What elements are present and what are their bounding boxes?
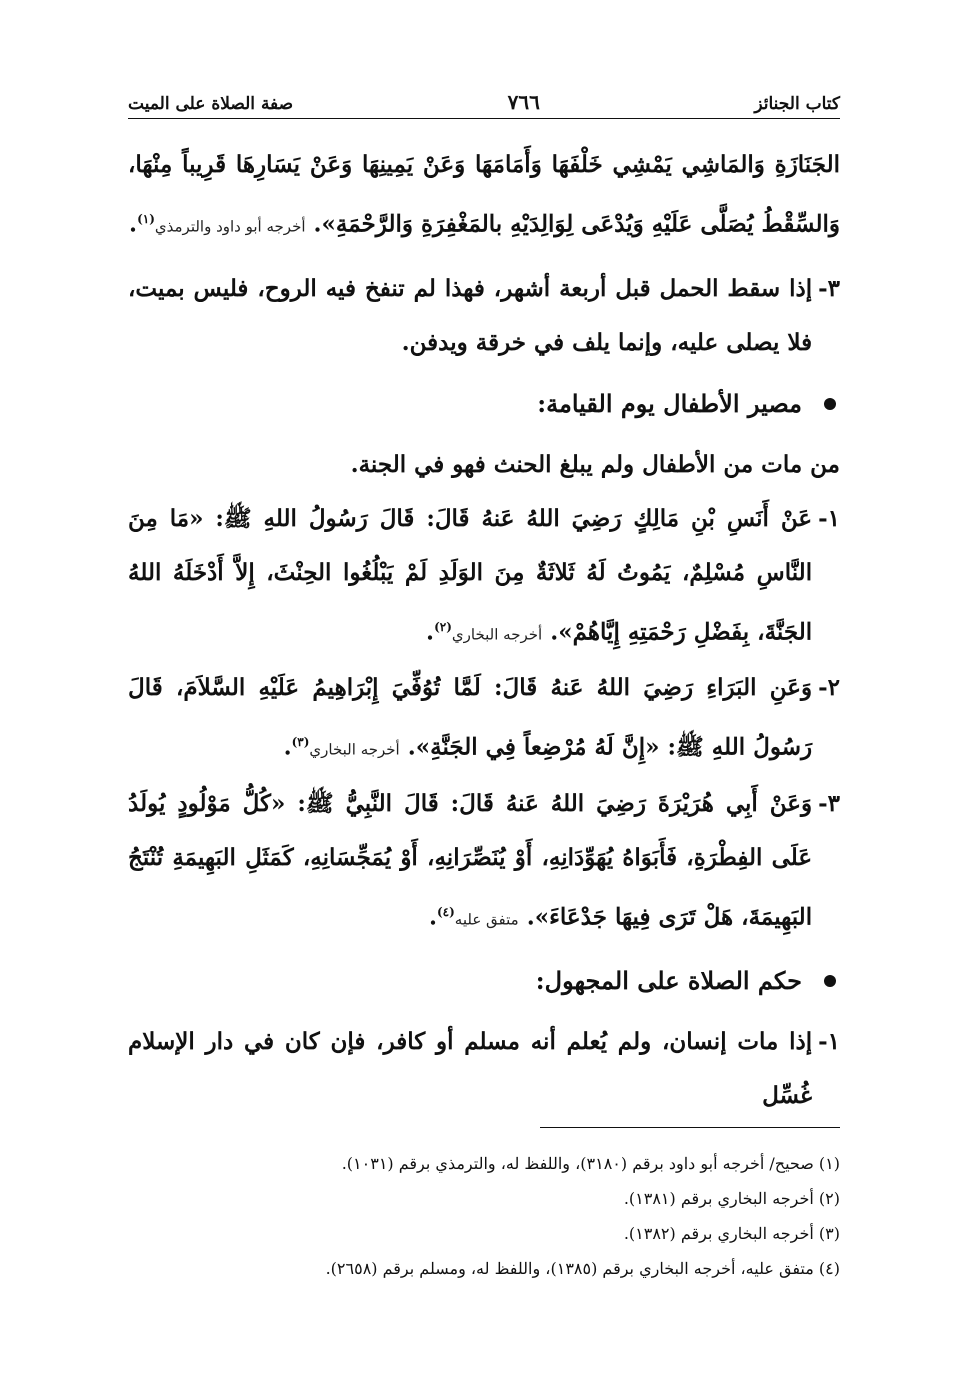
item-number: ١- (818, 504, 840, 532)
footnote: (٤) متفق عليه، أخرجه البخاري برقم (١٣٨٥)، واللفظ له، ومسلم برقم (٢٦٥٨). (325, 1259, 840, 1278)
citation: متفق عليه (454, 910, 519, 929)
page-number: ٧٦٦ (507, 90, 540, 114)
hadith-text: عَنْ أَنَسِ بْنِ مَالِكٍ رَضِيَ اللهُ عَنهُ قَالَ: قَالَ رَسُولُ اللهِ ﷺ: «مَا مِنَ النَّاسِ مُسْلِمٌ، يَمُوتُ لَهُ ثَلاثَةٌ مِنَ الوَلَدِ لَمْ يَبْلُغُوا الحِنْثَ، إِلاَّ أَدْخَلَهُ اللهُ الجَنَّةَ، بِفَضْلِ رَحْمَتِهِ إِيَّاهُمْ». أخرجه البخاري$^{(٢)}$. (128, 504, 813, 646)
item-number: ٢- (818, 674, 840, 702)
section-heading: مصير الأطفال يوم القيامة: (128, 376, 840, 432)
item-text: إذا سقط الحمل قبل أربعة أشهر، فهذا لم تنفخ فيه الروح، فليس بميت، فلا يصلى عليه، وإنما يلف في خرقة ويدفن. (128, 274, 813, 356)
citation: أخرجه البخاري (309, 740, 400, 759)
main-text (128, 138, 840, 1123)
hadith-item (128, 777, 840, 947)
numbered-item (128, 262, 840, 370)
item-text: إذا مات إنسان، ولم يُعلم أنه مسلم أو كافر، فإن كان في دار الإسلام غُسِّل (128, 1027, 813, 1109)
section-heading: حكم الصلاة على المجهول: (128, 953, 840, 1009)
header-rule (128, 118, 840, 119)
hadith-item (128, 492, 840, 662)
item-number: ٣- (818, 274, 840, 302)
bullet-icon (824, 398, 836, 410)
running-header (128, 84, 840, 114)
footnote-ref: (١) (137, 212, 155, 226)
numbered-item (128, 1015, 840, 1123)
bullet-icon (824, 975, 836, 987)
footnote-ref: (٣) (291, 735, 310, 750)
footnote: (٢) أخرجه البخاري برقم (١٣٨١). (623, 1189, 840, 1208)
citation: أخرجه البخاري (451, 625, 543, 644)
footnote-ref: (٤) (436, 904, 455, 919)
hadith-item (128, 661, 840, 777)
hadith-text: وَعَنْ أَبِي هُرَيْرَةَ رَضِيَ اللهُ عَنهُ قَالَ: قَالَ النَّبِيُّ ﷺ: «كُلُّ مَوْلُودٍ يُولَدُ عَلَى الفِطْرَةِ، فَأَبَوَاهُ يُهَوِّدَانِهِ، أَوْ يُنَصِّرَانِهِ، أَوْ يُمَجِّسَانِهِ، كَمَثَلِ البَهِيمَةِ تُنْتَجُ البَهِيمَةَ، هَلْ تَرَى فِيهَا جَدْعَاءَ». متفق عليه$^{(٤)}$. (128, 789, 813, 931)
book-title: كتاب الجنائز (754, 94, 840, 114)
item-number: ١- (818, 1027, 840, 1055)
section-intro: من مات من الأطفال ولم يبلغ الحنث فهو في الجنة. (350, 450, 840, 478)
item-number: ٣- (818, 789, 840, 817)
continued-hadith: الجَنَازَةِ وَالمَاشِي يَمْشِي خَلْفَهَا وَأَمَامَهَا وَعَنْ يَمِينِهَا وَعَنْ يَسَارِهَا قَرِيباً مِنْهَا، وَالسِّقْطُ يُصَلَّى عَلَيْهِ وَيُدْعَى لِوَالِدَيْهِ بالمَغْفِرَةِ وَالرَّحْمَةِ». أخرجه أبو داود والترمذي$^{(١)}$. (128, 151, 840, 238)
footnote-ref: (٢) (434, 619, 452, 634)
footnote: (٣) أخرجه البخاري برقم (١٣٨٢). (623, 1224, 840, 1243)
footnotes (128, 1146, 840, 1286)
footnote: (١) صحيح/ أخرجه أبو داود برقم (٣١٨٠)، واللفظ له، والترمذي برقم (١٠٣١). (341, 1154, 840, 1173)
hadith-text: وَعَنِ البَرَاءِ رَضِيَ اللهُ عَنهُ قَالَ: لَمَّا تُوُفِّيَ إِبْرَاهِيمُ عَلَيْهِ السَّلاَمَ، قَالَ رَسُولُ اللهِ ﷺ: «إِنَّ لَهُ مُرْضِعاً فِي الجَنَّةِ». أخرجه البخاري$^{(٣)}$. (128, 674, 813, 761)
chapter-title: صفة الصلاة على الميت (128, 94, 294, 114)
citation: أخرجه أبو داود والترمذي (154, 217, 306, 236)
footnote-rule (540, 1127, 840, 1128)
